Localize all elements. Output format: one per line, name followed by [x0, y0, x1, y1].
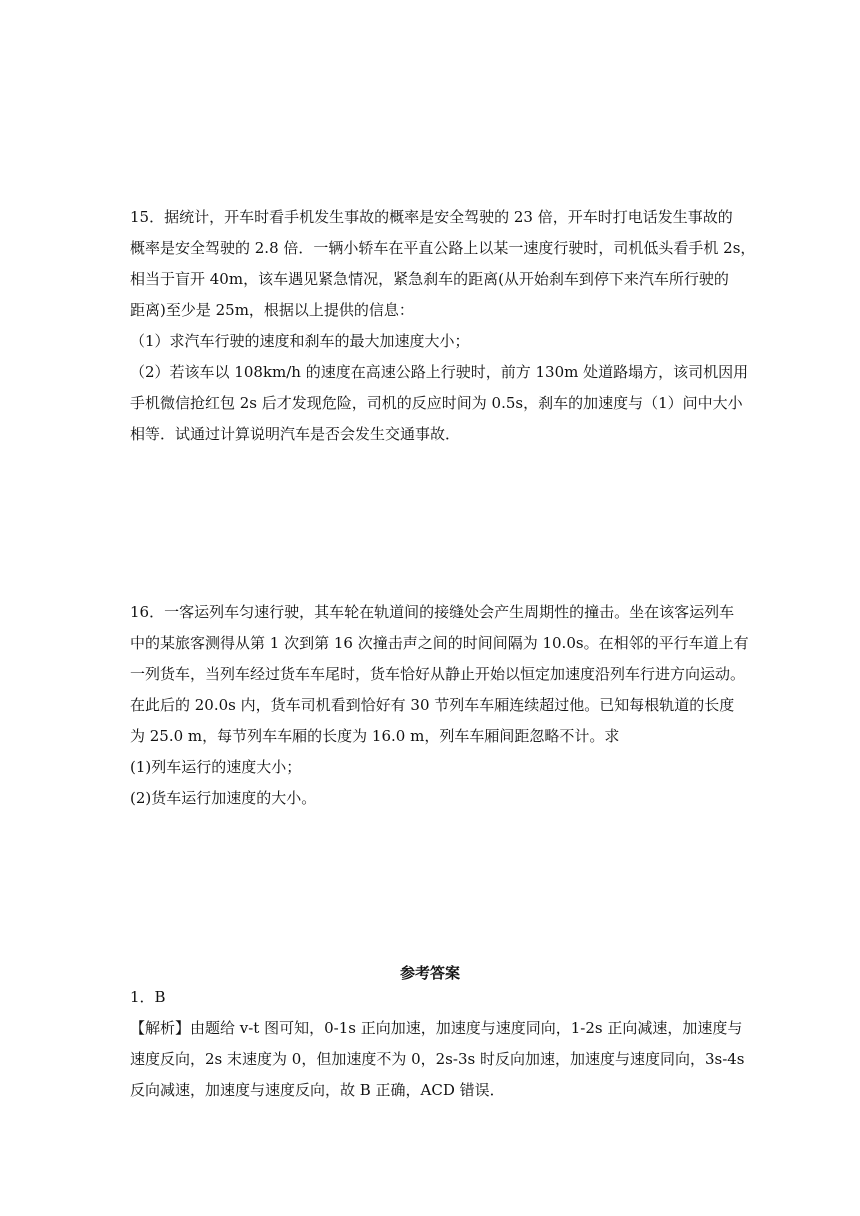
- question-15-line: 相当于盲开 40m，该车遇见紧急情况，紧急刹车的距离(从开始刹车到停下来汽车所行驶的: [130, 270, 729, 288]
- question-16-line: (1)列车运行的速度大小；: [130, 758, 302, 776]
- question-16-line: 中的某旅客测得从第 1 次到第 16 次撞击声之间的时间间隔为 10.0s。在相邻的平行车道上有: [130, 634, 749, 652]
- question-16-line: 在此后的 20.0s 内，货车司机看到恰好有 30 节列车车厢连续超过他。已知每根轨道的长度: [130, 696, 735, 714]
- question-16-line: (2)货车运行加速度的大小。: [130, 789, 317, 807]
- answer-line: 【解析】由题给 v-t 图可知，0-1s 正向加速，加速度与速度同向，1-2s 正向减速，加速度与: [130, 1019, 743, 1037]
- question-15-line: （1）求汽车行驶的速度和刹车的最大加速度大小；: [130, 332, 470, 350]
- question-16-line: 为 25.0 m，每节列车车厢的长度为 16.0 m，列车车厢间距忽略不计。求: [130, 727, 620, 745]
- answer-line: 1．B: [130, 988, 166, 1006]
- question-15: [130, 202, 756, 450]
- question-15-line: 距离)至少是 25m，根据以上提供的信息：: [130, 301, 414, 319]
- question-15-line: 概率是安全驾驶的 2.8 倍．一辆小轿车在平直公路上以某一速度行驶时，司机低头看手机 2s，: [130, 239, 756, 257]
- answer-line: 速度反向，2s 末速度为 0，但加速度不为 0，2s-3s 时反向加速，加速度与速度同向，3s-4s: [130, 1050, 745, 1068]
- question-15-line: 手机微信抢红包 2s 后才发现危险，司机的反应时间为 0.5s，刹车的加速度与（1）问中大小: [130, 394, 743, 412]
- answer-line: 反向减速，加速度与速度反向，故 B 正确，ACD 错误．: [130, 1081, 505, 1099]
- question-16: [130, 597, 749, 814]
- question-15-line: （2）若该车以 108km/h 的速度在高速公路上行驶时，前方 130m 处道路塌方，该司机因用: [130, 363, 749, 381]
- question-15-line: 15．据统计，开车时看手机发生事故的概率是安全驾驶的 23 倍，开车时打电话发生事故的: [130, 208, 733, 226]
- answers-section: [130, 982, 745, 1106]
- question-16-line: 一列货车，当列车经过货车车尾时，货车恰好从静止开始以恒定加速度沿列车行进方向运动。: [130, 665, 746, 683]
- question-15-line: 相等．试通过计算说明汽车是否会发生交通事故．: [130, 425, 461, 443]
- question-16-line: 16．一客运列车匀速行驶，其车轮在轨道间的接缝处会产生周期性的撞击。坐在该客运列车: [130, 603, 735, 621]
- answers-heading: 参考答案: [399, 964, 460, 982]
